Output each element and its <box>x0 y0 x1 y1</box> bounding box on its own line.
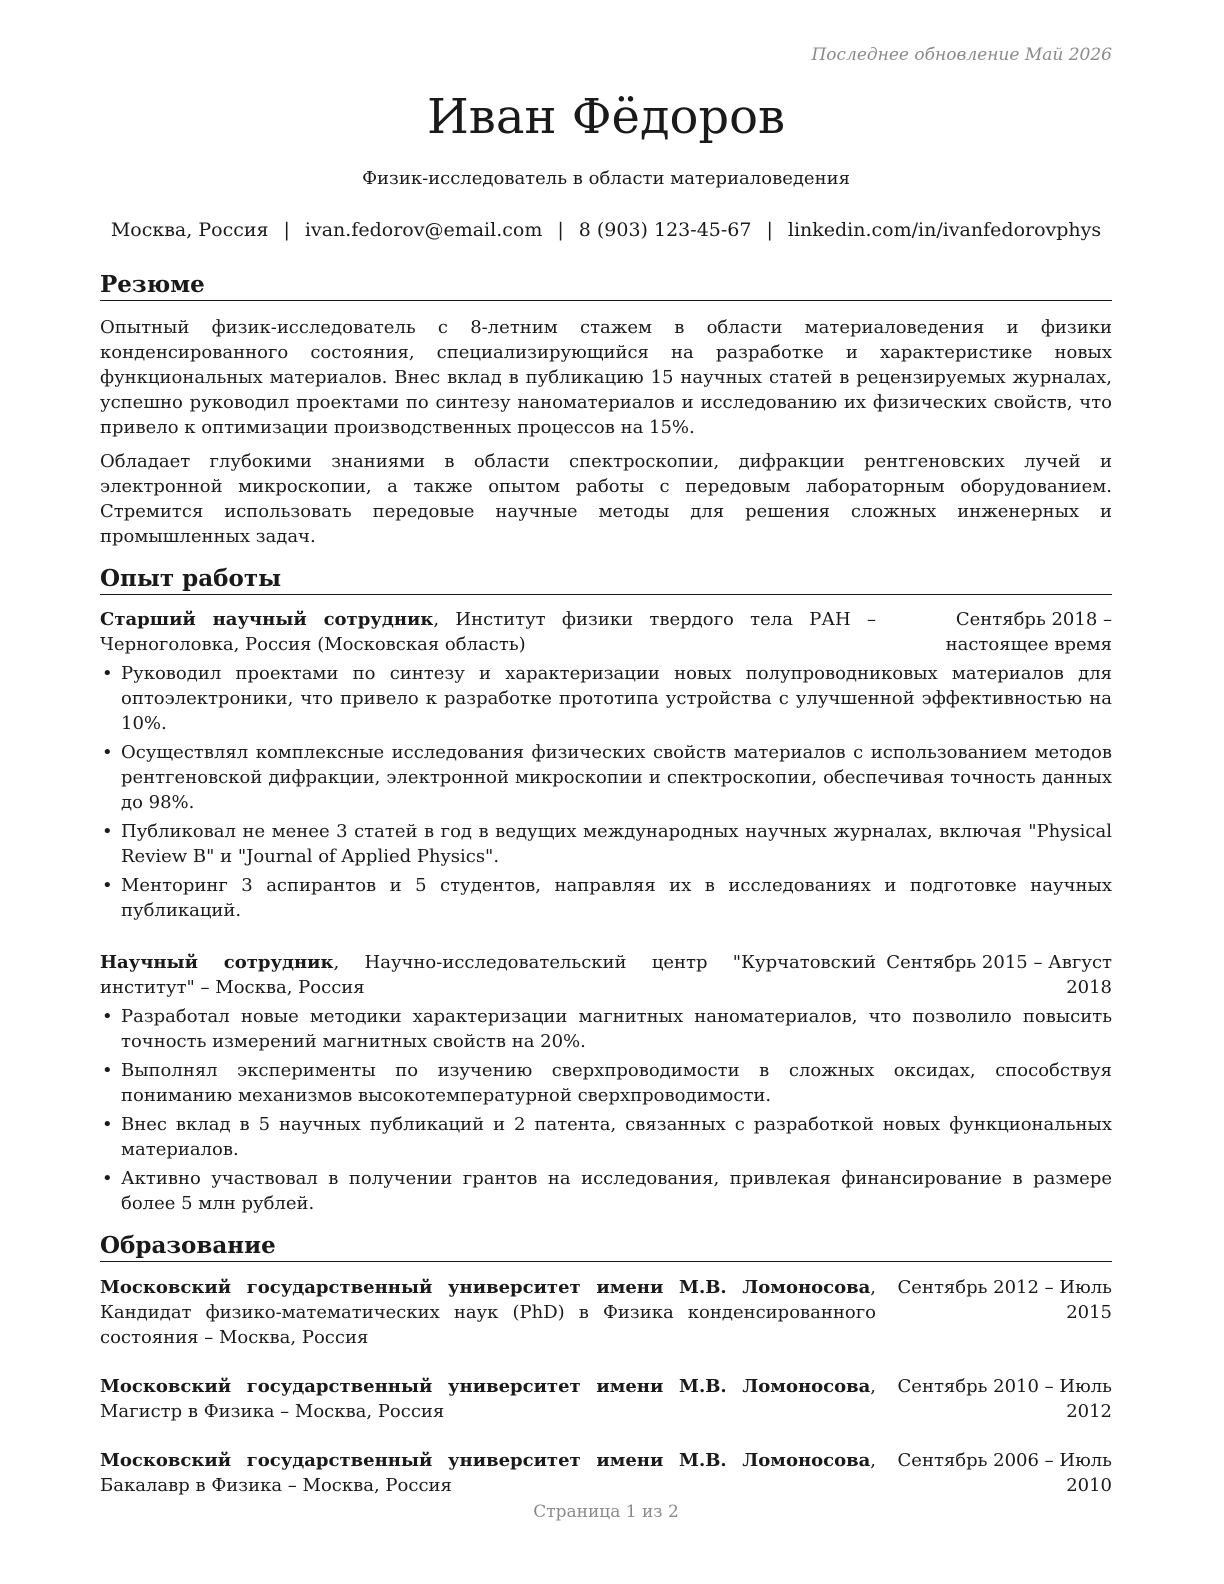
degree-detail: , Бакалавр в Физика – Москва, Россия <box>100 1450 876 1496</box>
section-title-experience: Опыт работы <box>100 564 1112 595</box>
job-role: Старший научный сотрудник <box>100 609 434 630</box>
list-item: • Менторинг 3 аспирантов и 5 студентов, направляя их в исследованиях и подготовке научных публикаций. <box>102 875 1112 921</box>
job-organization: , Институт физики твердого тела РАН – Черноголовка, Россия (Московская область) <box>100 609 876 655</box>
job-header <box>100 607 1112 657</box>
education-dates: Сентябрь 2006 – Июль 2010 <box>897 1450 1112 1496</box>
contact-separator: | <box>283 219 290 241</box>
contact-separator: | <box>557 219 564 241</box>
job-role: Научный сотрудник <box>100 952 334 973</box>
summary-paragraph: Обладает глубокими знаниями в области спектроскопии, дифракции рентгеновских лучей и электронной микроскопии, а также опытом работы с передовым лабораторным оборудованием. Стремится использовать передовые научные методы для решения сложных инженерных и промышленных задач. <box>100 451 1112 547</box>
last-updated: Последнее обновление Май 2026 <box>811 45 1112 65</box>
section-title-summary: Резюме <box>100 270 1112 301</box>
job-dates: Сентябрь 2018 – настоящее время <box>945 609 1112 655</box>
contact-linkedin[interactable]: linkedin.com/in/ivanfedorovphys <box>787 219 1102 241</box>
education-dates: Сентябрь 2010 – Июль 2012 <box>897 1376 1112 1422</box>
list-item: • Внес вклад в 5 научных публикаций и 2 патента, связанных с разработкой новых функциональных материалов. <box>102 1114 1112 1160</box>
person-name: Иван Фёдоров <box>426 89 786 145</box>
education-entry <box>100 1275 1112 1350</box>
bullet-icon: • <box>102 663 113 684</box>
education-dates: Сентябрь 2012 – Июль 2015 <box>897 1277 1112 1323</box>
contact-location: Москва, Россия <box>110 219 269 241</box>
school-name: Московский государственный университет имени М.В. Ломоносова <box>100 1450 871 1471</box>
job-title-line <box>100 607 876 657</box>
headline: Физик-исследователь в области материаловедения <box>362 168 850 189</box>
bullet-icon: • <box>102 1168 113 1189</box>
education-header <box>100 1275 1112 1350</box>
summary-paragraph: Опытный физик-исследователь с 8-летним стажем в области материаловедения и физики конденсированного состояния, специализирующийся на разработке и характеристике новых функциональных материалов. Внес вклад в публикацию 15 научных статей в рецензируемых журналах, успешно руководил проектами по синтезу наноматериалов и исследованию их физических свойств, что привело к оптимизации производственных процессов на 15%. <box>100 317 1112 438</box>
page-number: Страница 1 из 2 <box>533 1502 679 1522</box>
job-dates: Сентябрь 2015 – Август 2018 <box>886 952 1112 998</box>
job-header <box>100 950 1112 1000</box>
job-bullets <box>100 1004 1112 1216</box>
list-item: • Активно участвовал в получении грантов на исследования, привлекая финансирование в размере более 5 млн рублей. <box>102 1168 1112 1214</box>
resume-content <box>100 270 1112 1498</box>
contact-phone[interactable]: 8 (903) 123-45-67 <box>578 219 752 241</box>
list-item: • Осуществлял комплексные исследования физических свойств материалов с использованием методов рентгеновской дифракции, электронной микроскопии и спектроскопии, обеспечивая точность данных до 98%. <box>102 742 1112 813</box>
bullet-icon: • <box>102 1006 113 1027</box>
education-header <box>100 1448 1112 1498</box>
bullet-icon: • <box>102 1060 113 1081</box>
bullet-icon: • <box>102 821 113 842</box>
contact-separator: | <box>766 219 773 241</box>
school-name: Московский государственный университет имени М.В. Ломоносова <box>100 1277 871 1298</box>
education-title-line <box>100 1275 876 1350</box>
job-title-line <box>100 950 876 1000</box>
education-header <box>100 1374 1112 1424</box>
contact-line <box>100 219 1112 241</box>
school-name: Московский государственный университет имени М.В. Ломоносова <box>100 1376 871 1397</box>
job-bullets <box>100 661 1112 923</box>
resume-page <box>100 0 1112 1584</box>
education-title-line <box>100 1448 876 1498</box>
degree-detail: , Магистр в Физика – Москва, Россия <box>100 1376 876 1422</box>
education-title-line <box>100 1374 876 1424</box>
education-entry <box>100 1374 1112 1424</box>
bullet-icon: • <box>102 875 113 896</box>
list-item: • Руководил проектами по синтезу и характеризации новых полупроводниковых материалов для оптоэлектроники, что привело к разработке прототипа устройства с улучшенной эффективностью на 10%. <box>102 663 1112 734</box>
list-item: • Публиковал не менее 3 статей в год в ведущих международных научных журналах, включая "Physical Review B" и "Journal of Applied Physics". <box>102 821 1112 867</box>
list-item: • Выполнял эксперименты по изучению сверхпроводимости в сложных оксидах, способствуя пониманию механизмов высокотемпературной сверхпроводимости. <box>102 1060 1112 1106</box>
degree-detail: , Кандидат физико-математических наук (PhD) в Физика конденсированного состояния – Москва, Россия <box>100 1277 876 1348</box>
education-entry <box>100 1448 1112 1498</box>
job-organization: , Научно-исследовательский центр "Курчатовский институт" – Москва, Россия <box>100 952 877 998</box>
section-title-education: Образование <box>100 1231 1112 1262</box>
bullet-icon: • <box>102 742 113 763</box>
bullet-icon: • <box>102 1114 113 1135</box>
job-entry <box>100 607 1112 923</box>
contact-email[interactable]: ivan.fedorov@email.com <box>304 219 543 241</box>
job-entry <box>100 950 1112 1216</box>
list-item: • Разработал новые методики характеризации магнитных наноматериалов, что позволило повысить точность измерений магнитных свойств на 20%. <box>102 1006 1112 1052</box>
